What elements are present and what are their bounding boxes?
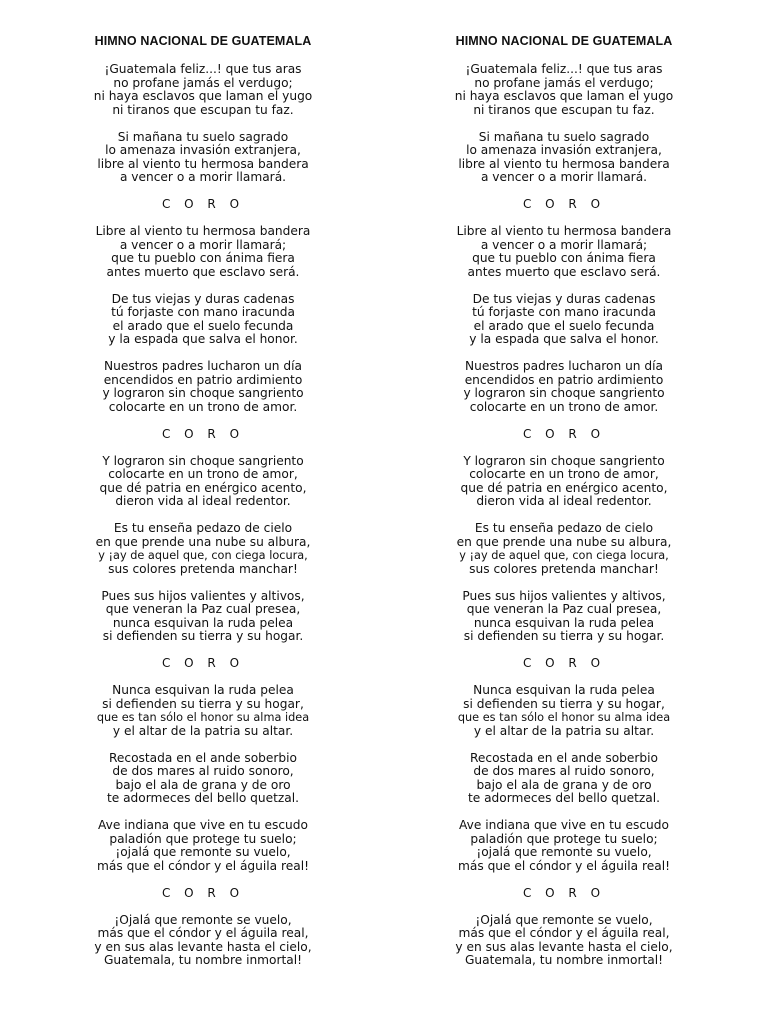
verse-line: Guatemala, tu nombre inmortal! — [464, 953, 664, 967]
coro-heading: C O R O — [522, 885, 606, 900]
verse-line: y lograron sin choque sangriento — [102, 386, 304, 400]
stanza — [409, 225, 719, 279]
stanza — [409, 752, 719, 806]
stanza — [409, 63, 719, 117]
verse-line: más que el cóndor y el águila real! — [458, 858, 670, 873]
stanza — [409, 684, 719, 738]
verse-line: que dé patria en enérgico acento, — [460, 480, 668, 495]
verse-line: libre al viento tu hermosa bandera — [97, 156, 309, 171]
verse-line: Es tu enseña pedazo de cielo — [474, 521, 654, 535]
verse-line: paladión que protege tu suelo; — [109, 831, 297, 846]
verse-line: y ¡ay de aquel que, con ciega locura, — [98, 549, 308, 562]
verse-line: y lograron sin choque sangriento — [463, 386, 665, 400]
coro-heading: C O R O — [161, 426, 245, 441]
verse-line: De tus viejas y duras cadenas — [472, 291, 656, 306]
verse-line: más que el cóndor y el águila real! — [97, 858, 309, 873]
verse-line: Y lograron sin choque sangriento — [463, 453, 665, 468]
stanza — [48, 684, 358, 738]
verse-line: colocarte en un trono de amor, — [469, 467, 659, 481]
verse-line: el arado que el suelo fecunda — [473, 318, 655, 333]
verse-line: nunca esquivan la ruda pelea — [473, 615, 655, 630]
verse-line: colocarte en un trono de amor, — [108, 467, 298, 481]
stanza — [48, 63, 358, 117]
verse-line: antes muerto que esclavo será. — [467, 264, 661, 279]
stanza — [48, 225, 358, 279]
stanza — [48, 360, 358, 414]
verse-line: Nunca esquivan la ruda pelea — [112, 683, 294, 697]
verse-line: bajo el ala de grana y de oro — [476, 777, 652, 792]
stanza — [409, 522, 719, 576]
verse-line: que veneran la Paz cual presea, — [105, 602, 301, 616]
verse-line: si defienden su tierra y su hogar, — [463, 696, 665, 711]
stanza — [48, 455, 358, 509]
verse-line: Si mañana tu suelo sagrado — [117, 129, 289, 144]
verse-line: Pues sus hijos valientes y altivos, — [462, 588, 666, 603]
verse-line: sus colores pretenda manchar! — [469, 561, 659, 576]
verse-line: De tus viejas y duras cadenas — [111, 291, 295, 306]
verse-line: que es tan sólo el honor su alma idea — [457, 711, 671, 724]
stanza — [48, 131, 358, 185]
verse-line: Recostada en el ande soberbio — [469, 750, 659, 765]
verse-line: a vencer o a morir llamará. — [119, 170, 287, 184]
verse-line: Y lograron sin choque sangriento — [102, 453, 304, 468]
verse-line: dieron vida al ideal redentor. — [476, 494, 652, 508]
verse-line: ¡ojalá que remonte su vuelo, — [115, 845, 291, 859]
stanza — [409, 455, 719, 509]
verse-line: de dos mares al ruido sonoro, — [112, 764, 294, 778]
verse-line: más que el cóndor y el águila real, — [458, 926, 670, 940]
stanza — [409, 819, 719, 873]
verse-line: ¡Guatemala feliz...! que tus aras — [104, 62, 302, 76]
verse-line: colocarte en un trono de amor. — [108, 399, 298, 414]
verse-line: si defienden su tierra y su hogar, — [102, 696, 304, 711]
verse-line: no profane jamás el verdugo; — [113, 75, 293, 90]
stanza — [48, 752, 358, 806]
verse-line: a vencer o a morir llamará; — [480, 237, 648, 252]
verse-line: ni haya esclavos que laman el yugo — [93, 89, 313, 103]
anthem-column-left — [48, 34, 358, 981]
coro-heading: C O R O — [161, 885, 245, 900]
anthem-title: HIMNO NACIONAL DE GUATEMALA — [94, 34, 312, 48]
verse-line: y el altar de la patria su altar. — [112, 723, 294, 738]
verse-line: tú forjaste con mano iracunda — [111, 305, 295, 319]
verse-line: en que prende una nube su albura, — [95, 534, 311, 549]
stanza — [409, 360, 719, 414]
verse-line: que tu pueblo con ánima fiera — [111, 251, 295, 265]
coro-heading: C O R O — [161, 197, 245, 211]
verse-line: y ¡ay de aquel que, con ciega locura, — [459, 549, 669, 562]
stanza — [48, 522, 358, 576]
verse-line: que veneran la Paz cual presea, — [466, 602, 662, 616]
verse-line: dieron vida al ideal redentor. — [115, 494, 291, 508]
verse-line: más que el cóndor y el águila real, — [97, 926, 309, 940]
verse-line: Libre al viento tu hermosa bandera — [95, 224, 311, 238]
verse-line: bajo el ala de grana y de oro — [115, 777, 291, 792]
stanza — [48, 819, 358, 873]
stanza — [409, 590, 719, 644]
verse-line: Si mañana tu suelo sagrado — [478, 129, 650, 144]
verse-line: te adormeces del bello quetzal. — [467, 791, 661, 805]
coro-heading: C O R O — [522, 197, 606, 211]
verse-line: que es tan sólo el honor su alma idea — [96, 711, 310, 724]
stanza — [48, 590, 358, 644]
verse-line: y en sus alas levante hasta el cielo, — [94, 939, 312, 954]
verse-line: colocarte en un trono de amor. — [469, 399, 659, 414]
verse-line: Nuestros padres lucharon un día — [103, 359, 302, 373]
stanza — [48, 914, 358, 968]
verse-line: ni tiranos que escupan tu faz. — [112, 102, 294, 117]
anthem-column-right — [409, 34, 719, 981]
verse-line: tú forjaste con mano iracunda — [472, 305, 656, 319]
verse-line: Recostada en el ande soberbio — [108, 750, 298, 765]
verse-line: nunca esquivan la ruda pelea — [112, 615, 294, 630]
verse-line: en que prende una nube su albura, — [456, 534, 672, 549]
verse-line: encendidos en patrio ardimiento — [103, 372, 303, 387]
verse-line: sus colores pretenda manchar! — [108, 561, 298, 576]
verse-line: ¡Ojalá que remonte se vuelo, — [475, 912, 653, 927]
verse-line: Nunca esquivan la ruda pelea — [473, 683, 655, 697]
verse-line: y en sus alas levante hasta el cielo, — [455, 939, 673, 954]
verse-line: Libre al viento tu hermosa bandera — [456, 224, 672, 238]
stanza-list — [409, 63, 719, 968]
stanza-list — [48, 63, 358, 968]
coro-heading: C O R O — [522, 426, 606, 441]
verse-line: te adormeces del bello quetzal. — [106, 791, 300, 805]
verse-line: Ave indiana que vive en tu escudo — [459, 818, 669, 832]
verse-line: Pues sus hijos valientes y altivos, — [101, 588, 305, 603]
verse-line: y el altar de la patria su altar. — [473, 723, 655, 738]
verse-line: el arado que el suelo fecunda — [112, 318, 294, 333]
verse-line: Es tu enseña pedazo de cielo — [113, 521, 293, 535]
verse-line: lo amenaza invasión extranjera, — [466, 143, 662, 157]
verse-line: que tu pueblo con ánima fiera — [472, 251, 656, 265]
coro-heading: C O R O — [161, 656, 245, 670]
verse-line: de dos mares al ruido sonoro, — [473, 764, 655, 778]
verse-line: y la espada que salva el honor. — [469, 332, 659, 346]
verse-line: no profane jamás el verdugo; — [474, 75, 654, 90]
verse-line: ¡Guatemala feliz...! que tus aras — [465, 62, 663, 76]
verse-line: si defienden su tierra y su hogar. — [102, 629, 304, 643]
verse-line: y la espada que salva el honor. — [108, 332, 298, 346]
verse-line: Ave indiana que vive en tu escudo — [98, 818, 308, 832]
stanza — [409, 293, 719, 347]
stanza — [409, 131, 719, 185]
stanza — [48, 293, 358, 347]
verse-line: lo amenaza invasión extranjera, — [105, 143, 301, 157]
verse-line: paladión que protege tu suelo; — [470, 831, 658, 846]
verse-line: a vencer o a morir llamará; — [119, 237, 287, 252]
verse-line: antes muerto que esclavo será. — [106, 264, 300, 279]
verse-line: a vencer o a morir llamará. — [480, 170, 648, 184]
verse-line: ni haya esclavos que laman el yugo — [454, 89, 674, 103]
verse-line: ¡Ojalá que remonte se vuelo, — [114, 912, 292, 927]
verse-line: ¡ojalá que remonte su vuelo, — [476, 845, 652, 859]
verse-line: libre al viento tu hermosa bandera — [458, 156, 670, 171]
coro-heading: C O R O — [522, 656, 606, 670]
verse-line: si defienden su tierra y su hogar. — [463, 629, 665, 643]
verse-line: ni tiranos que escupan tu faz. — [473, 102, 655, 117]
anthem-title: HIMNO NACIONAL DE GUATEMALA — [455, 34, 673, 48]
verse-line: Guatemala, tu nombre inmortal! — [103, 953, 303, 967]
verse-line: que dé patria en enérgico acento, — [99, 480, 307, 495]
verse-line: Nuestros padres lucharon un día — [464, 359, 663, 373]
verse-line: encendidos en patrio ardimiento — [464, 372, 664, 387]
stanza — [409, 914, 719, 968]
